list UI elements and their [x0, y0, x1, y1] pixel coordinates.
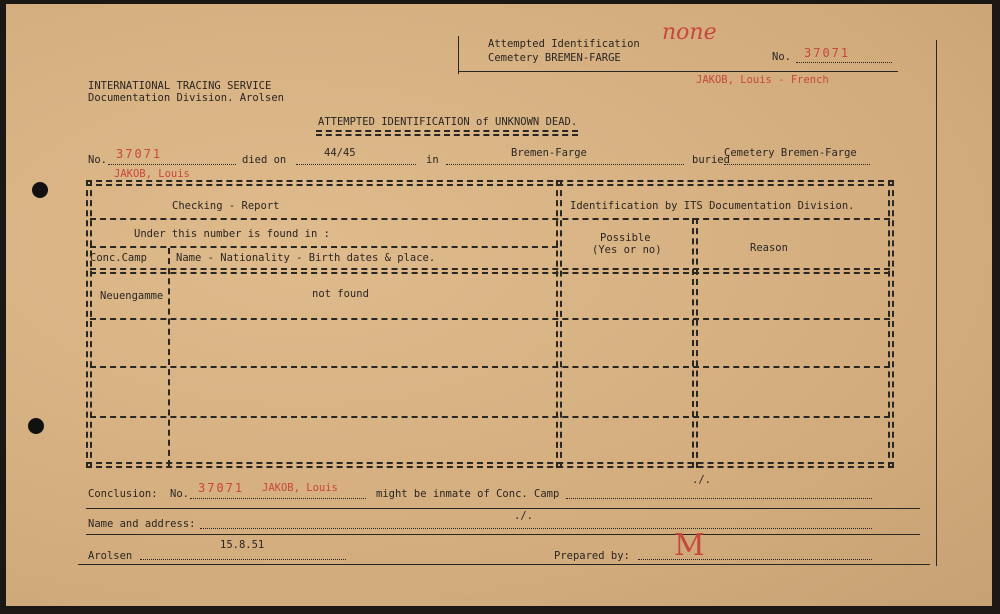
- table-main-divider: [556, 180, 562, 468]
- in-label: in: [426, 154, 439, 166]
- signature: M: [674, 528, 705, 563]
- col-possible-header-1: Possible: [600, 232, 651, 244]
- record-no-value: 37071: [116, 147, 163, 161]
- identification-header: Identification by ITS Documentation Division.: [570, 200, 855, 212]
- document-title: ATTEMPTED IDENTIFICATION of UNKNOWN DEAD.: [318, 116, 578, 128]
- record-name-value: JAKOB, Louis: [114, 168, 190, 180]
- place-dots: [446, 164, 684, 165]
- table-right-border: [888, 180, 894, 468]
- header-no-dots: [796, 62, 892, 63]
- conclusion-no-value: 37071: [198, 481, 245, 495]
- header-no-value: 37071: [804, 46, 851, 60]
- punch-hole-bottom: [28, 418, 44, 434]
- footer-date: 15.8.51: [220, 539, 265, 551]
- buried-dots: [724, 164, 870, 165]
- table-row-line-1: [90, 318, 890, 320]
- title-underline: [316, 130, 578, 136]
- table-camp-divider: [168, 248, 170, 466]
- table-subheader-line: [90, 246, 558, 248]
- tracing-card: [6, 4, 992, 606]
- header-no-label: No.: [772, 51, 791, 63]
- header-line1: Attempted Identification: [488, 38, 640, 50]
- col-possible-header-2: (Yes or no): [592, 244, 662, 256]
- conclusion-text: might be inmate of Conc. Camp: [376, 488, 560, 500]
- buried-label: buried: [692, 154, 730, 166]
- address-rule: [86, 534, 920, 535]
- name-address-value: ./.: [514, 510, 533, 522]
- row-name-value: not found: [312, 288, 369, 300]
- header-box-bottom-border: [458, 71, 898, 72]
- table-bottom-border: [86, 462, 894, 468]
- footer-date-dots: [140, 559, 346, 560]
- footer-rule: [78, 564, 930, 565]
- record-no-label: No.: [88, 154, 107, 166]
- died-value: 44/45: [324, 147, 356, 159]
- record-no-dots: [108, 164, 236, 165]
- col-camp-header: Conc.Camp: [90, 252, 147, 264]
- died-dots: [296, 164, 416, 165]
- prepared-label: Prepared by:: [554, 550, 630, 562]
- table-column-header-line: [90, 268, 890, 274]
- name-address-label: Name and address:: [88, 518, 196, 530]
- name-stamp: JAKOB, Louis - French: [696, 74, 829, 86]
- table-left-border: [86, 180, 92, 468]
- table-row-line-2: [90, 366, 890, 368]
- name-address-dots: [200, 528, 872, 529]
- right-margin-line: [936, 40, 937, 566]
- conclusion-camp-dots: [566, 498, 872, 499]
- table-top-border: [86, 180, 894, 186]
- conclusion-label: Conclusion:: [88, 488, 158, 500]
- under-number-text: Under this number is found in :: [134, 228, 330, 240]
- conclusion-no-label: No.: [170, 488, 189, 500]
- footer-place: Arolsen: [88, 550, 133, 562]
- buried-value: Cemetery Bremen-Farge: [724, 147, 857, 159]
- table-possible-divider: [692, 218, 698, 468]
- punch-hole-top: [32, 182, 48, 198]
- org-line2: Documentation Division. Arolsen: [88, 92, 284, 104]
- header-box-left-border: [458, 36, 459, 74]
- checking-header: Checking - Report: [172, 200, 280, 212]
- died-label: died on: [242, 154, 287, 166]
- table-row-line-3: [90, 416, 890, 418]
- handwritten-note: none: [662, 20, 717, 45]
- col-name-header: Name - Nationality - Birth dates & place.: [176, 252, 436, 264]
- conclusion-no-dots: [190, 498, 366, 499]
- conclusion-camp-value: ./.: [692, 474, 711, 486]
- conclusion-rule: [86, 508, 920, 509]
- col-reason-header: Reason: [750, 242, 788, 254]
- table-header-line: [90, 218, 890, 220]
- header-line2: Cemetery BREMEN-FARGE: [488, 52, 621, 64]
- org-line1: INTERNATIONAL TRACING SERVICE: [88, 80, 272, 92]
- place-value: Bremen-Farge: [511, 147, 587, 159]
- conclusion-name-value: JAKOB, Louis: [262, 482, 338, 494]
- row-camp-value: Neuengamme: [100, 290, 164, 302]
